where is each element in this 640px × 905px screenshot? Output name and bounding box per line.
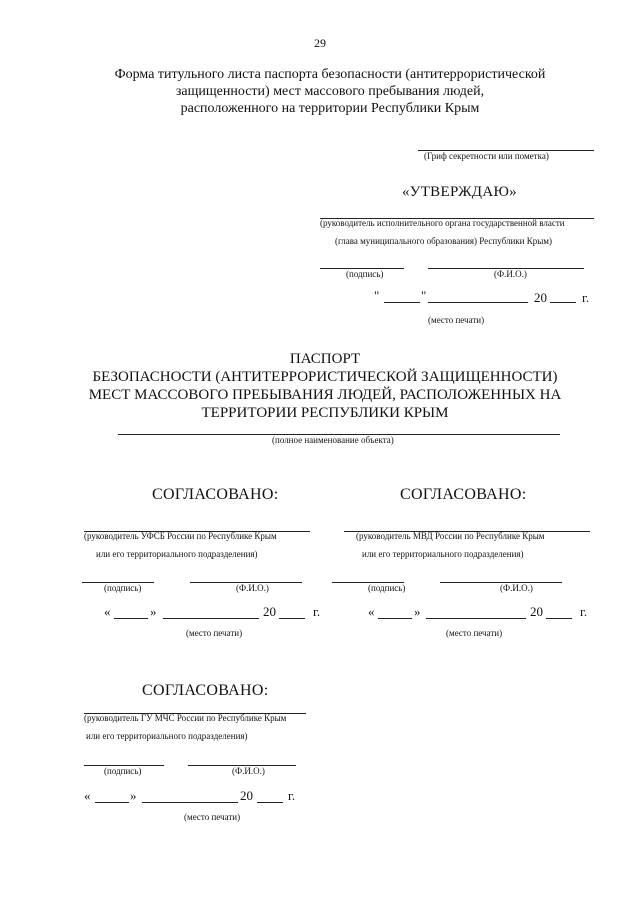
agreement-mchs-caption1: (руководитель ГУ МЧС России по Республике Крым [84,713,287,723]
agreement-fsb-year-line [279,618,305,619]
agreement-fsb-heading: СОГЛАСОВАНО: [152,486,279,503]
agreement-fsb-month-line [163,618,259,619]
approval-day-line [384,302,420,303]
approval-heading: «УТВЕРЖДАЮ» [402,184,517,200]
agreement-mchs-year-prefix: 20 [240,788,253,803]
agreement-fsb-caption1: (руководитель УФСБ России по Республике Крым [84,531,277,541]
passport-title [60,350,590,422]
agreement-mchs-year-line [257,802,283,803]
agreement-mchs-name-caption: (Ф.И.О.) [232,766,265,776]
agreement-fsb-date-close: » [150,604,157,619]
approval-date-open: " [374,288,380,303]
form-title-line2: защищенности) мест массового пребывания людей, [175,84,485,99]
approval-signature-caption: (подпись) [346,269,384,279]
approval-year-line [550,302,576,303]
form-title-line1: Форма титульного листа паспорта безопасности (антитеррористической [114,67,546,82]
agreement-mvd-caption2: или его территориального подразделения) [362,549,524,559]
agreement-mchs-seal-caption: (место печати) [184,812,241,822]
approval-seal-caption: (место печати) [428,315,485,325]
agreement-mvd-caption1: (руководитель МВД России по Республике Крым [356,531,545,541]
agreement-fsb-date-open: « [104,604,111,619]
agreement-mchs-date-close: » [130,788,137,803]
agreement-mvd-year-suffix: г. [580,604,588,619]
approval-head-caption2: (глава муниципального образования) Республики Крым) [335,236,552,246]
agreement-mvd-seal-caption: (место печати) [446,628,503,638]
agreement-mchs-day-line [95,802,129,803]
form-title-line3: расположенного на территории Республики Крым [180,101,480,116]
approval-month-line [428,302,528,303]
agreement-mvd-date-open: « [368,604,375,619]
agreement-fsb-name-caption: (Ф.И.О.) [236,583,269,593]
agreement-mchs-caption2: или его территориального подразделения) [86,731,248,741]
agreement-mvd-heading: СОГЛАСОВАНО: [400,486,527,503]
page-number: 29 [314,36,326,50]
object-caption: (полное наименование объекта) [272,435,394,445]
form-title [100,66,560,117]
agreement-mvd-date-close: » [414,604,421,619]
approval-year-suffix: г. [582,290,590,305]
passport-title-line2: БЕЗОПАСНОСТИ (АНТИТЕРРОРИСТИЧЕСКОЙ ЗАЩИЩЕННОСТИ) [92,369,558,385]
agreement-mvd-day-line [378,618,412,619]
secrecy-caption: (Гриф секретности или пометка) [424,151,549,161]
agreement-fsb-caption2: или его территориального подразделения) [96,549,258,559]
agreement-mchs-month-line [142,802,238,803]
agreement-mvd-signature-caption: (подпись) [368,583,406,593]
agreement-mvd-month-line [426,618,526,619]
agreement-fsb-year-prefix: 20 [263,604,276,619]
passport-title-line1: ПАСПОРТ [289,351,361,367]
agreement-mchs-signature-caption: (подпись) [104,766,142,776]
agreement-mvd-name-caption: (Ф.И.О.) [500,583,533,593]
agreement-fsb-signature-caption: (подпись) [104,583,142,593]
agreement-mvd-year-line [546,618,572,619]
agreement-mchs-year-suffix: г. [288,788,296,803]
agreement-mchs-date-open: « [84,788,91,803]
approval-head-caption1: (руководитель исполнительного органа государственной власти [320,218,565,228]
agreement-fsb-year-suffix: г. [313,604,321,619]
approval-year-prefix: 20 [534,290,547,305]
approval-name-caption: (Ф.И.О.) [494,269,527,279]
agreement-mchs-heading: СОГЛАСОВАНО: [142,682,269,699]
passport-title-line3: МЕСТ МАССОВОГО ПРЕБЫВАНИЯ ЛЮДЕЙ, РАСПОЛОЖЕННЫХ НА [88,387,562,403]
approval-date-close: " [421,288,427,303]
agreement-mvd-year-prefix: 20 [530,604,543,619]
agreement-fsb-seal-caption: (место печати) [186,628,243,638]
agreement-fsb-day-line [114,618,148,619]
passport-title-line4: ТЕРРИТОРИИ РЕСПУБЛИКИ КРЫМ [201,405,449,421]
